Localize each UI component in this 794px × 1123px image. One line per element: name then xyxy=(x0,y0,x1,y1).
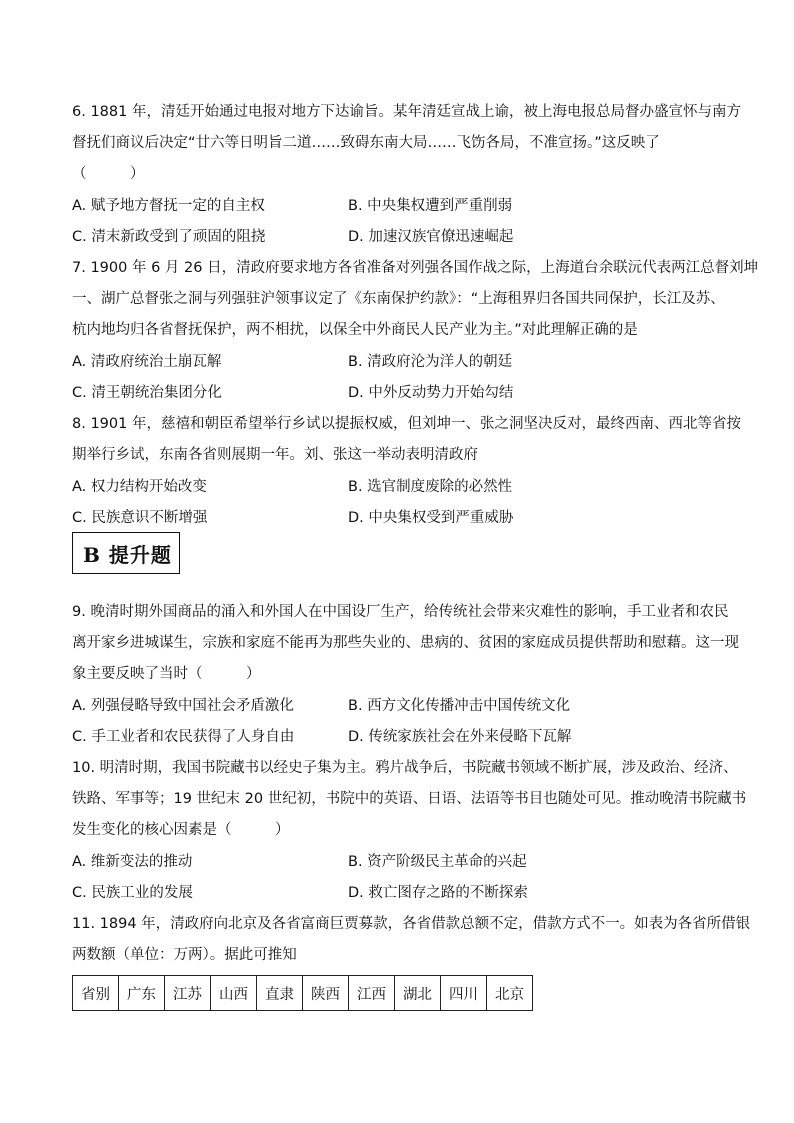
question-9-option-c[interactable]: C. 手工业者和农民获得了人身自由 xyxy=(72,729,295,745)
question-11-line-2: 两数额（单位：万两）。据此可推知 xyxy=(72,947,297,963)
question-6-line-1: 6. 1881 年，清廷开始通过电报对地方下达谕旨。某年清廷宣战上谕，被上海电报总局督办盛宣怀与南方 xyxy=(72,104,741,120)
table-header-cell: 广东 xyxy=(119,976,165,1011)
question-8-option-d[interactable]: D. 中央集权受到严重威胁 xyxy=(348,510,514,526)
table-header-cell: 山西 xyxy=(211,976,257,1011)
question-8-line-2: 期举行乡试，东南各省则展期一年。刘、张这一举动表明清政府 xyxy=(72,447,478,463)
question-7-option-c[interactable]: C. 清王朝统治集团分化 xyxy=(72,385,222,401)
table-header-row xyxy=(73,976,533,1011)
question-7-line-1: 7. 1900 年 6 月 26 日，清政府要求地方各省准备对列强各国作战之际，上海道台余联沅代表两江总督刘坤 xyxy=(72,260,759,276)
question-8-option-c[interactable]: C. 民族意识不断增强 xyxy=(72,510,208,526)
table-header-cell: 北京 xyxy=(487,976,533,1011)
question-9-option-a[interactable]: A. 列强侵略导致中国社会矛盾激化 xyxy=(72,698,294,714)
question-10-option-d[interactable]: D. 救亡图存之路的不断探索 xyxy=(348,885,528,901)
question-8-line-1: 8. 1901 年，慈禧和朝臣希望举行乡试以提振权威，但刘坤一、张之洞坚决反对，最终西南、西北等省按 xyxy=(72,416,741,432)
question-8-option-b[interactable]: B. 选官制度废除的必然性 xyxy=(348,479,513,495)
question-7-option-d[interactable]: D. 中外反动势力开始勾结 xyxy=(348,385,514,401)
table-header-cell: 江西 xyxy=(349,976,395,1011)
question-10-line-1: 10. 明清时期，我国书院藏书以经史子集为主。鸦片战争后，书院藏书领域不断扩展，涉及政治、经济、 xyxy=(72,760,738,776)
question-6-line-2: 督抚们商议后决定“廿六等日明旨二道……致碍东南大局……飞饬各局，不准宣扬。”这反映了 xyxy=(72,135,660,151)
table-header-cell: 四川 xyxy=(441,976,487,1011)
question-10-line-3: 发生变化的核心因素是（ ） xyxy=(72,822,290,838)
question-7-option-a[interactable]: A. 清政府统治土崩瓦解 xyxy=(72,354,222,370)
question-6-option-d[interactable]: D. 加速汉族官僚迅速崛起 xyxy=(348,229,514,245)
question-6-option-a[interactable]: A. 赋予地方督抚一定的自主权 xyxy=(72,198,265,214)
table-header-cell: 江苏 xyxy=(165,976,211,1011)
table-header-cell: 湖北 xyxy=(395,976,441,1011)
question-10-option-c[interactable]: C. 民族工业的发展 xyxy=(72,885,193,901)
question-9-line-1: 9. 晚清时期外国商品的涌入和外国人在中国设厂生产，给传统社会带来灾难性的影响，手工业者和农民 xyxy=(72,604,729,620)
question-10-line-2: 铁路、军事等；19 世纪末 20 世纪初，书院中的英语、日语、法语等书目也随处可见。推动晚清书院藏书 xyxy=(72,791,747,807)
question-9-option-d[interactable]: D. 传统家族社会在外来侵略下瓦解 xyxy=(348,729,572,745)
question-9-line-2: 离开家乡进城谋生，宗族和家庭不能再为那些失业的、患病的、贫困的家庭成员提供帮助和慰藉。这一现 xyxy=(72,635,739,651)
question-10-option-b[interactable]: B. 资产阶级民主革命的兴起 xyxy=(348,854,527,870)
question-7-line-2: 一、湖广总督张之洞与列强驻沪领事议定了《东南保护约款》：“上海租界归各国共同保护，长江及苏、 xyxy=(72,291,725,307)
question-9-line-3: 象主要反映了当时（ ） xyxy=(72,666,261,682)
question-6-answer-blank: （ ） xyxy=(72,166,145,182)
question-7-line-3: 杭内地均归各省督抚保护，两不相扰，以保全中外商民人民产业为主。”对此理解正确的是 xyxy=(72,322,638,338)
table-header-cell: 省别 xyxy=(73,976,119,1011)
section-b-header: B 提升题 xyxy=(72,532,180,574)
question-8-option-a[interactable]: A. 权力结构开始改变 xyxy=(72,479,207,495)
province-loan-table xyxy=(72,975,533,1011)
question-10-option-a[interactable]: A. 维新变法的推动 xyxy=(72,854,193,870)
table-header-cell: 直隶 xyxy=(257,976,303,1011)
question-6-option-c[interactable]: C. 清末新政受到了顽固的阻挠 xyxy=(72,229,266,245)
question-7-option-b[interactable]: B. 清政府沦为洋人的朝廷 xyxy=(348,354,513,370)
table-header-cell: 陕西 xyxy=(303,976,349,1011)
question-6-option-b[interactable]: B. 中央集权遭到严重削弱 xyxy=(348,198,513,214)
question-11-line-1: 11. 1894 年，清政府向北京及各省富商巨贾募款，各省借款总额不定，借款方式不一。如表为各省所借银 xyxy=(72,916,751,932)
question-9-option-b[interactable]: B. 西方文化传播冲击中国传统文化 xyxy=(348,698,571,714)
